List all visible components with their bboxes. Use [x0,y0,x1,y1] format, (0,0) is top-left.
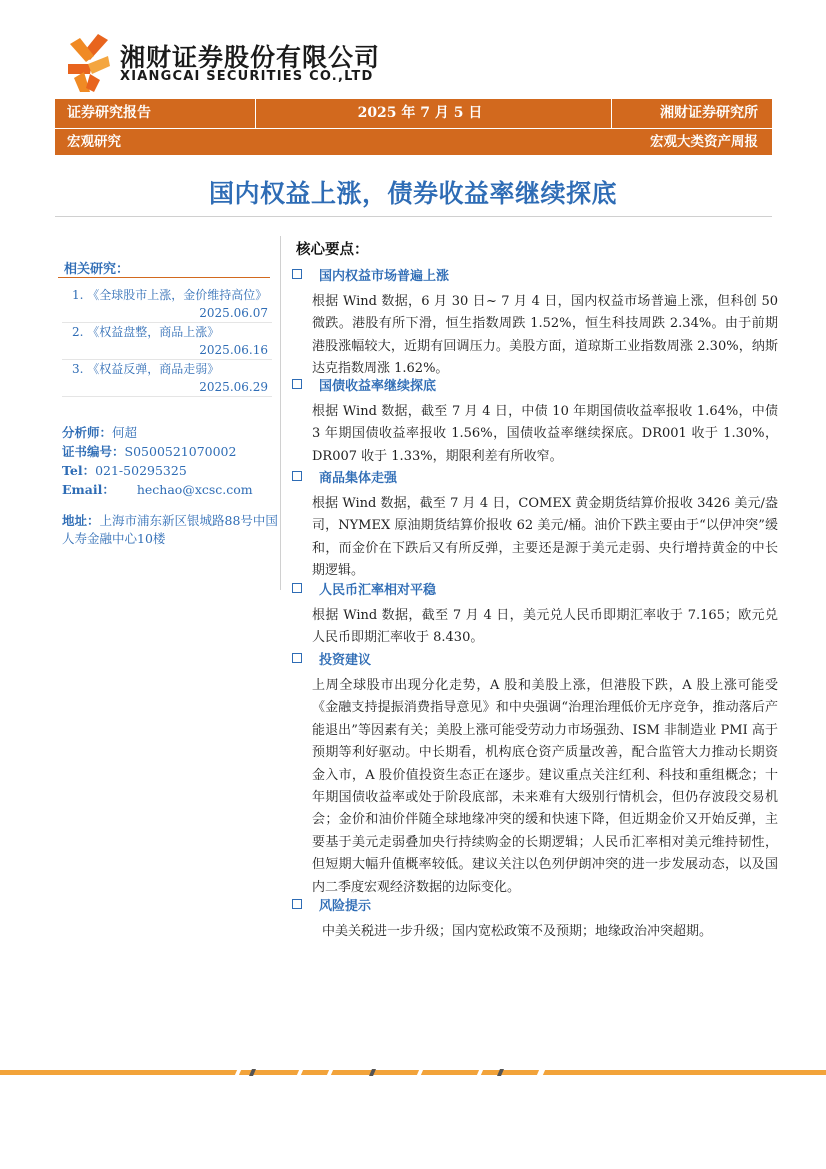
checkbox-bullet-icon [292,379,302,389]
report-date: 2025 年 7 月 5 日 [357,105,483,121]
related-research-link[interactable]: 3. 《权益反弹，商品走弱》 [72,362,220,376]
section-fx [292,578,778,650]
section-body: 根据 Wind 数据，截至 7 月 4 日，美元兑人民币即期汇率收于 7.165；欧元兑人民币即期汇率收于 8.430。 [312,608,778,646]
footer-stripe [0,1068,826,1077]
section-title: 投资建议 [319,652,372,668]
cert-number: S0500521070002 [124,444,237,459]
column-divider [280,236,281,590]
related-research-link[interactable]: 2. 《权益盘整，商品上涨》 [72,325,220,339]
section-body: 中美关税进一步升级；国内宽松政策不及预期；地缘政治冲突超期。 [322,924,713,939]
checkbox-bullet-icon [292,899,302,909]
section-risk [292,894,778,943]
address-label: 地址： [62,513,100,528]
section-title: 国债收益率继续探底 [319,378,437,394]
section-body: 根据 Wind 数据，截至 7 月 4 日，COMEX 黄金期货结算价报收 3426 美元/盎司，NYMEX 原油期货结算价报收 62 美元/桶。油价下跌主要由于“以伊冲突”缓和，而金价在下跌后又有所反弹，主要还是源于美元走弱、央行增持黄金的中长期逻辑。 [312,496,778,579]
checkbox-bullet-icon [292,471,302,481]
core-points-title: 核心要点： [296,241,369,258]
report-title: 国内权益上涨，债券收益率继续探底 [208,179,617,208]
related-research-list [62,286,272,397]
address-info [62,512,282,548]
tel-number: 021-50295325 [95,463,187,478]
tel-label: Tel： [62,463,96,478]
checkbox-bullet-icon [292,269,302,279]
email-label: Email： [62,482,115,497]
company-logo-icon [68,34,110,92]
section-title: 风险提示 [319,898,372,914]
section-title: 人民币汇率相对平稳 [319,582,437,598]
cert-label: 证书编号： [62,444,125,459]
report-category: 宏观研究 [67,134,121,150]
related-research-item[interactable] [62,323,272,359]
section-title: 商品集体走强 [319,470,398,486]
address-text: 上海市浦东新区银城路88号中国人寿金融中心10楼 [62,513,278,546]
band-divider [611,99,612,128]
title-divider [55,216,772,217]
section-body: 上周全球股市出现分化走势，A 股和美股上涨，但港股下跌，A 股上涨可能受《金融支持提振消费指导意见》和中央强调“治理治理低价无序竞争，推动落后产能退出”等因素有关；美股上涨可能受劳动力市场强劲、ISM 非制造业 PMI 高于预期等利好驱动。中长期看，机构底仓资产质量改善，配合监管大力推动长期资金入市，A 股价值投资生态正在逐步。建议重点关注红利、科技和重组概念；十年期国债收益率或处于阶段底部，未来难有大级别行情机会，但仍存波段交易机会；金价和油价伴随全球地缘冲突的缓和快速下降，但近期金价又开始反弹，主要基于美元走弱叠加央行持续购金的长期逻辑；人民币汇率相对美元维持韧性，但短期大幅升值概率较低。建议关注以色列伊朗冲突的进一步发展动态，以及国内二季度宏观经济数据的边际变化。 [312,678,778,895]
report-series: 宏观大类资产周报 [650,134,758,150]
related-research-date: 2025.06.29 [199,380,268,394]
section-commodities [292,466,778,583]
related-research-item[interactable] [62,360,272,396]
section-equity [292,264,778,381]
related-research-date: 2025.06.16 [199,343,268,357]
section-bonds [292,374,778,468]
analyst-info [62,423,253,499]
section-title: 国内权益市场普遍上涨 [319,268,450,284]
checkbox-bullet-icon [292,653,302,663]
header-band-top [55,99,772,128]
related-research-link[interactable]: 1. 《全球股市上涨，金价维持高位》 [72,288,268,302]
section-body: 根据 Wind 数据，截至 7 月 4 日，中债 10 年期国债收益率报收 1.64%，中债 3 年期国债收益率报收 1.56%，国债收益率继续探底。DR001 收于 1.30%，DR007 收于 1.33%，期限利差有所收窄。 [312,404,778,464]
analyst-name: 何超 [112,425,138,440]
email-link[interactable]: hechao@xcsc.com [136,482,253,497]
section-body: 根据 Wind 数据，6 月 30 日~ 7 月 4 日，国内权益市场普遍上涨，但科创 50 微跌。港股有所下滑，恒生指数周跌 1.52%，恒生科技周跌 2.34%。由于前期港股涨幅较大，近期有回调压力。美股方面，道琼斯工业指数周涨 2.30%，纳斯达克指数周涨 1.62%。 [312,294,778,377]
band-divider [255,99,256,128]
header-band-bottom [55,129,772,155]
related-research-separator [62,396,272,397]
institute-name: 湘财证券研究所 [660,105,758,121]
analyst-label: 分析师： [62,425,113,440]
company-name-cn: 湘财证券股份有限公司 [120,43,381,72]
report-type: 证券研究报告 [67,105,151,121]
checkbox-bullet-icon [292,583,302,593]
related-research-title: 相关研究： [64,262,130,277]
related-research-divider [58,277,270,278]
section-investment-advice [292,648,778,899]
company-name-en: XIANGCAI SECURITIES CO.,LTD [120,69,374,84]
related-research-date: 2025.06.07 [199,306,268,320]
related-research-item[interactable] [62,286,272,322]
